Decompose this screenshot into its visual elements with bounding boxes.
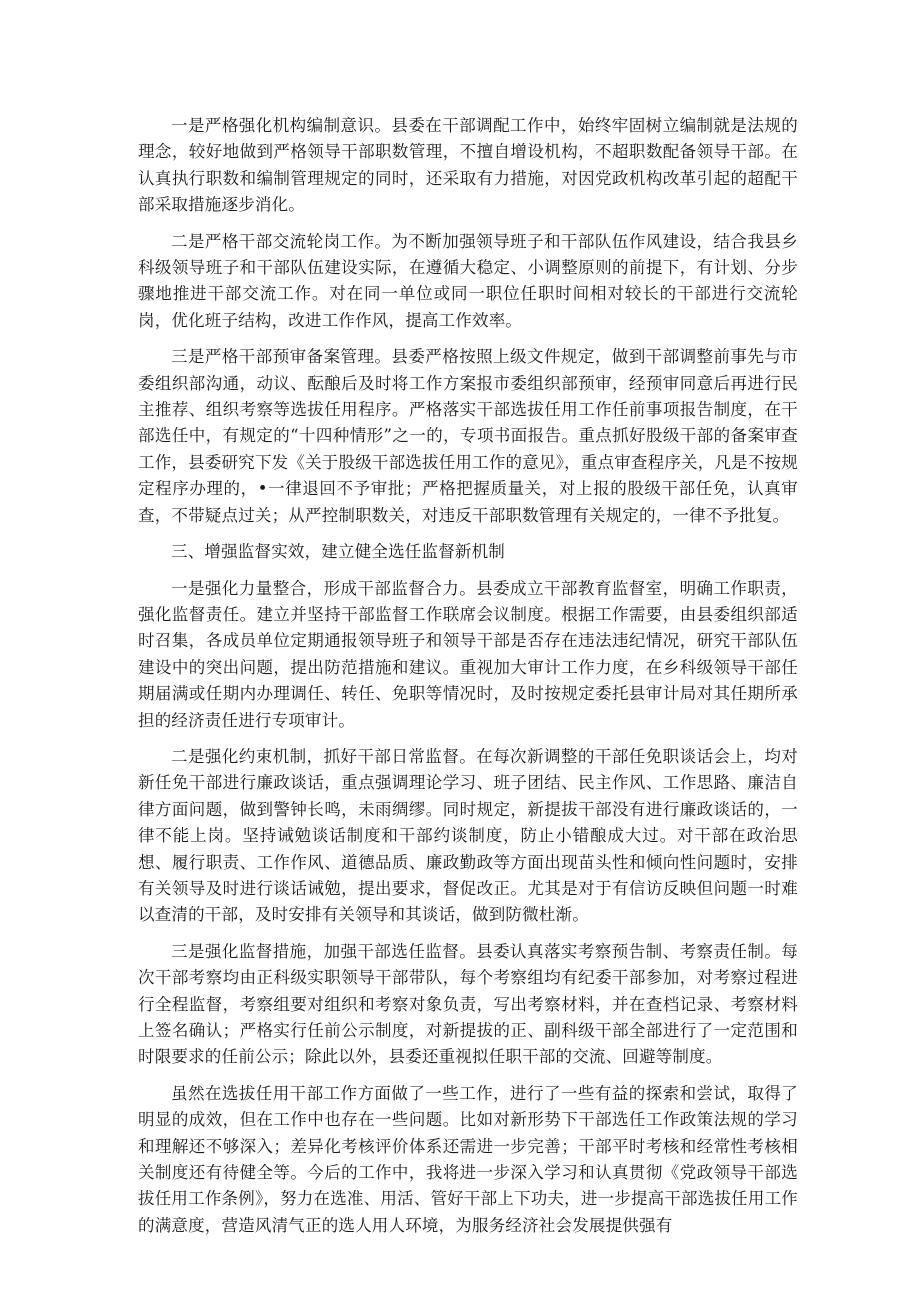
paragraph-conclusion: 虽然在选拔任用干部工作方面做了一些工作，进行了一些有益的探索和尝试，取得了明显的成效，但在工作中也存在一些问题。比如对新形势下干部选任工作政策法规的学习和理解还不够深入；差异化考核评价体系还需进一步完善；干部平时考核和经常性考核相关制度还有待健全等。今后的工作中，我将进一步深入学习和认真贯彻《党政领导干部选拔任用工作条例》，努力在选准、用活、管好干部上下功夫，进一步提高干部选拔任用工作的满意度，营造风清气正的选人用人环境，为服务经济社会发展提供强有 bbox=[138, 1083, 798, 1235]
paragraph-rotation: 二是严格干部交流轮岗工作。为不断加强领导班子和干部队伍作风建设，结合我县乡科级领导班子和干部队伍建设实际，在遵循大稳定、小调整原则的前提下，有计划、分步骤地推进干部交流工作。对在同一单位或同一职位任职时间相对较长的干部进行交流轮岗，优化班子结构，改进工作作风，提高工作效率。 bbox=[138, 231, 798, 330]
paragraph-staffing: 一是严格强化机构编制意识。县委在干部调配工作中，始终牢固树立编制就是法规的理念，较好地做到严格领导干部职数管理，不擅自增设机构，不超职数配备领导干部。在认真执行职数和编制管理规定的同时，还采取有力措施，对因党政机构改革引起的超配干部采取措施逐步消化。 bbox=[138, 116, 798, 215]
paragraph-integration: 一是强化力量整合，形成干部监督合力。县委成立干部教育监督室，明确工作职责，强化监督责任。建立并坚持干部监督工作联席会议制度。根据工作需要，由县委组织部适时召集，各成员单位定期通报领导班子和领导干部是否存在违法违纪情况，研究干部队伍建设中的突出问题，提出防范措施和建议。重视加大审计工作力度，在乡科级领导干部任期届满或任期内办理调任、转任、免职等情况时，及时按规定委托县审计局对其任期所承担的经济责任进行专项审计。 bbox=[138, 578, 798, 730]
paragraph-constraint: 二是强化约束机制，抓好干部日常监督。在每次新调整的干部任免职谈话会上，均对新任免干部进行廉政谈话，重点强调理论学习、班子团结、民主作风、工作思路、廉洁自律方面问题，做到警钟长鸣，未雨绸缪。同时规定，新提拔干部没有进行廉政谈话的，一律不能上岗。坚持诫勉谈话制度和干部约谈制度，防止小错酿成大过。对干部在政治思想、履行职责、工作作风、道德品质、廉政勤政等方面出现苗头性和倾向性问题时，安排有关领导及时进行谈话诫勉，提出要求，督促改正。尤其是对于有信访反映但问题一时难以查清的干部，及时安排有关领导和其谈话，做到防微杜渐。 bbox=[138, 746, 798, 925]
section-heading-supervision: 三、增强监督实效，建立健全选任监督新机制 bbox=[171, 542, 505, 562]
paragraph-prereview: 三是严格干部预审备案管理。县委严格按照上级文件规定，做到干部调整前事先与市委组织部沟通，动议、酝酿后及时将工作方案报市委组织部预审，经预审同意后再进行民主推荐、组织考察等选拔任用程序。严格落实干部选拔任用工作任前事项报告制度，在干部选任中，有规定的“十四种情形”之一的，专项书面报告。重点抓好股级干部的备案审查工作，县委研究下发《关于股级干部选拔任用工作的意见》，重点审查程序关，凡是不按规定程序办理的，•一律退回不予审批；严格把握质量关，对上报的股级干部任免，认真审查，不带疑点过关；从严控制职数关，对违反干部职数管理有关规定的，一律不予批复。 bbox=[138, 347, 798, 525]
paragraph-measures: 三是强化监督措施，加强干部选任监督。县委认真落实考察预告制、考察责任制。每次干部考察均由正科级实职领导干部带队，每个考察组均有纪委干部参加，对考察过程进行全程监督，考察组要对组织和考察对象负责，写出考察材料，并在查档记录、考察材料上签名确认；严格实行任前公示制度，对新提拔的正、副科级干部全部进行了一定范围和时限要求的任前公示；除此以外，县委还重视拟任职干部的交流、回避等制度。 bbox=[138, 941, 798, 1067]
document-body bbox=[138, 113, 798, 1249]
